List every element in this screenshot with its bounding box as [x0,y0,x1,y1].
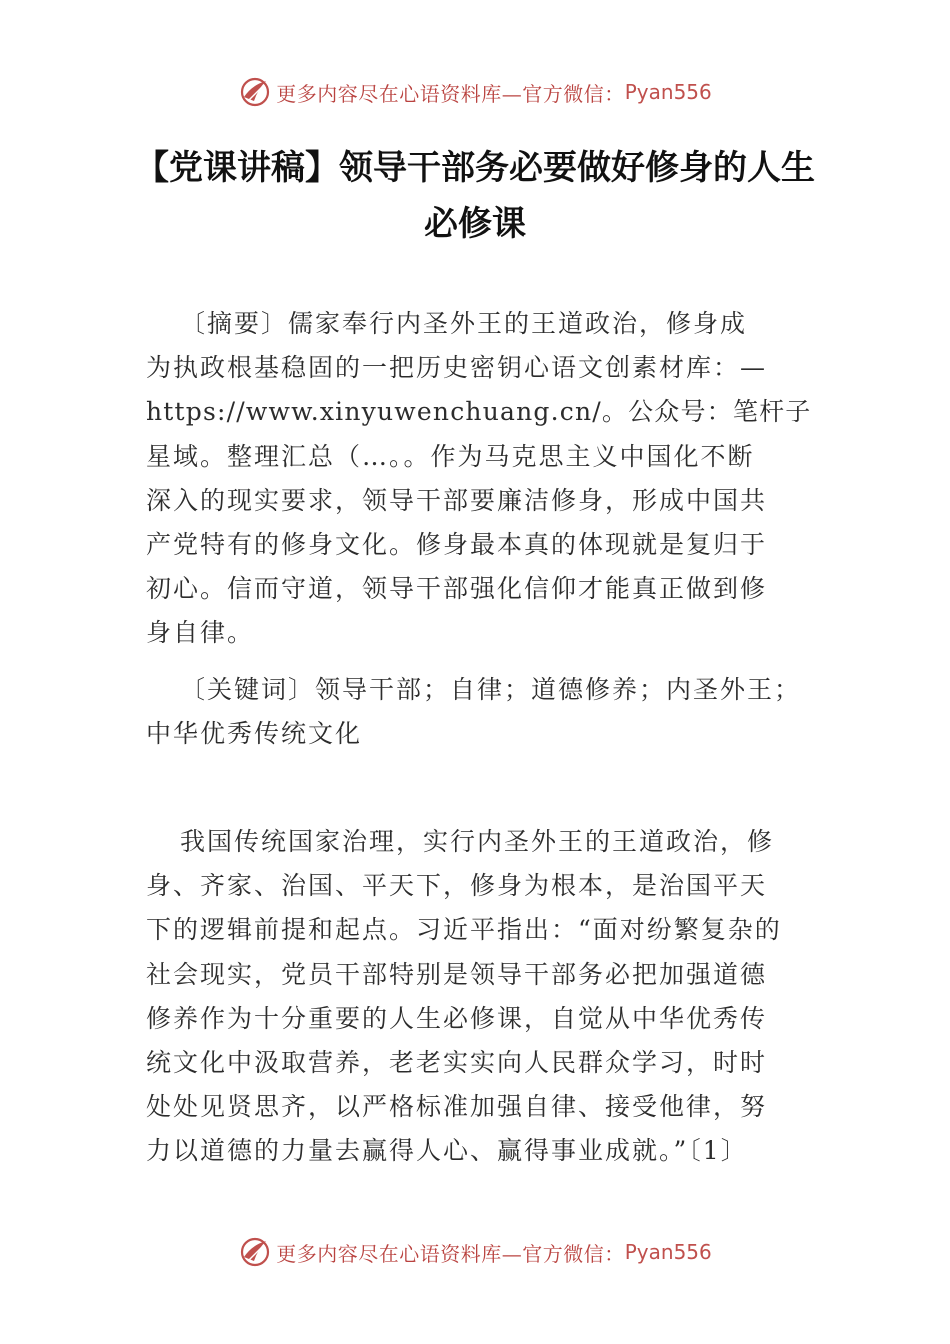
text-line: 星域。整理汇总（…。。作为马克思主义中国化不断 [146,441,755,471]
text-line: 社会现实，党员干部特别是领导干部务必把加强道德 [146,959,768,989]
text-line: 深入的现实要求，领导干部要廉洁修身，形成中国共 [146,485,768,515]
text-line: 〔摘要〕儒家奉行内圣外王的王道政治，修身成 [180,309,748,338]
watermark-wechat-id: Pyan556 [624,1240,712,1264]
text-line: 统文化中汲取营养，老老实实向人民群众学习，时时 [146,1048,768,1078]
brand-logo-icon [238,75,272,109]
text-line: https://www.xinyuwenchuang.cn/。公众号：笔杆子 [146,397,812,427]
keywords-paragraph [146,668,811,756]
text-line: 下的逻辑前提和起点。习近平指出：“面对纷繁复杂的 [146,915,782,945]
footer-watermark-banner [0,1230,950,1274]
watermark-text: 更多内容尽在心语资料库—官方微信： [276,1241,625,1266]
text-line: 处处见贤思齐，以严格标准加强自律、接受他律，努 [146,1092,768,1122]
text-line: 身自律。 [146,618,255,648]
title-line: 【党课讲稿】领导干部务必要做好修身的人生 [135,148,815,188]
text-line: 中华优秀传统文化 [146,719,363,749]
text-line: 身、齐家、治国、平天下，修身为根本，是治国平天 [146,871,768,901]
text-line: 力以道德的力量去赢得人心、赢得事业成就。”〔1〕 [146,1136,748,1166]
text-line: 〔关键词〕领导干部；自律；道德修养；内圣外王； [180,675,802,704]
document-title [120,140,830,252]
abstract-paragraph [146,302,811,656]
text-line: 修养作为十分重要的人生必修课，自觉从中华优秀传 [146,1003,768,1033]
watermark-wechat-id: Pyan556 [624,80,712,104]
title-line: 必修课 [424,204,526,244]
brand-logo-icon [238,1235,272,1269]
text-line: 初心。信而守道，领导干部强化信仰才能真正做到修 [146,574,768,604]
watermark-text: 更多内容尽在心语资料库—官方微信： [276,81,625,106]
text-line: 产党特有的修身文化。修身最本真的体现就是复归于 [146,530,768,560]
text-line: 我国传统国家治理，实行内圣外王的王道政治，修 [180,827,775,856]
text-line: 为执政根基稳固的一把历史密钥心语文创素材库：— [146,353,768,383]
header-watermark-banner [0,70,950,114]
body-paragraph [146,820,811,1174]
